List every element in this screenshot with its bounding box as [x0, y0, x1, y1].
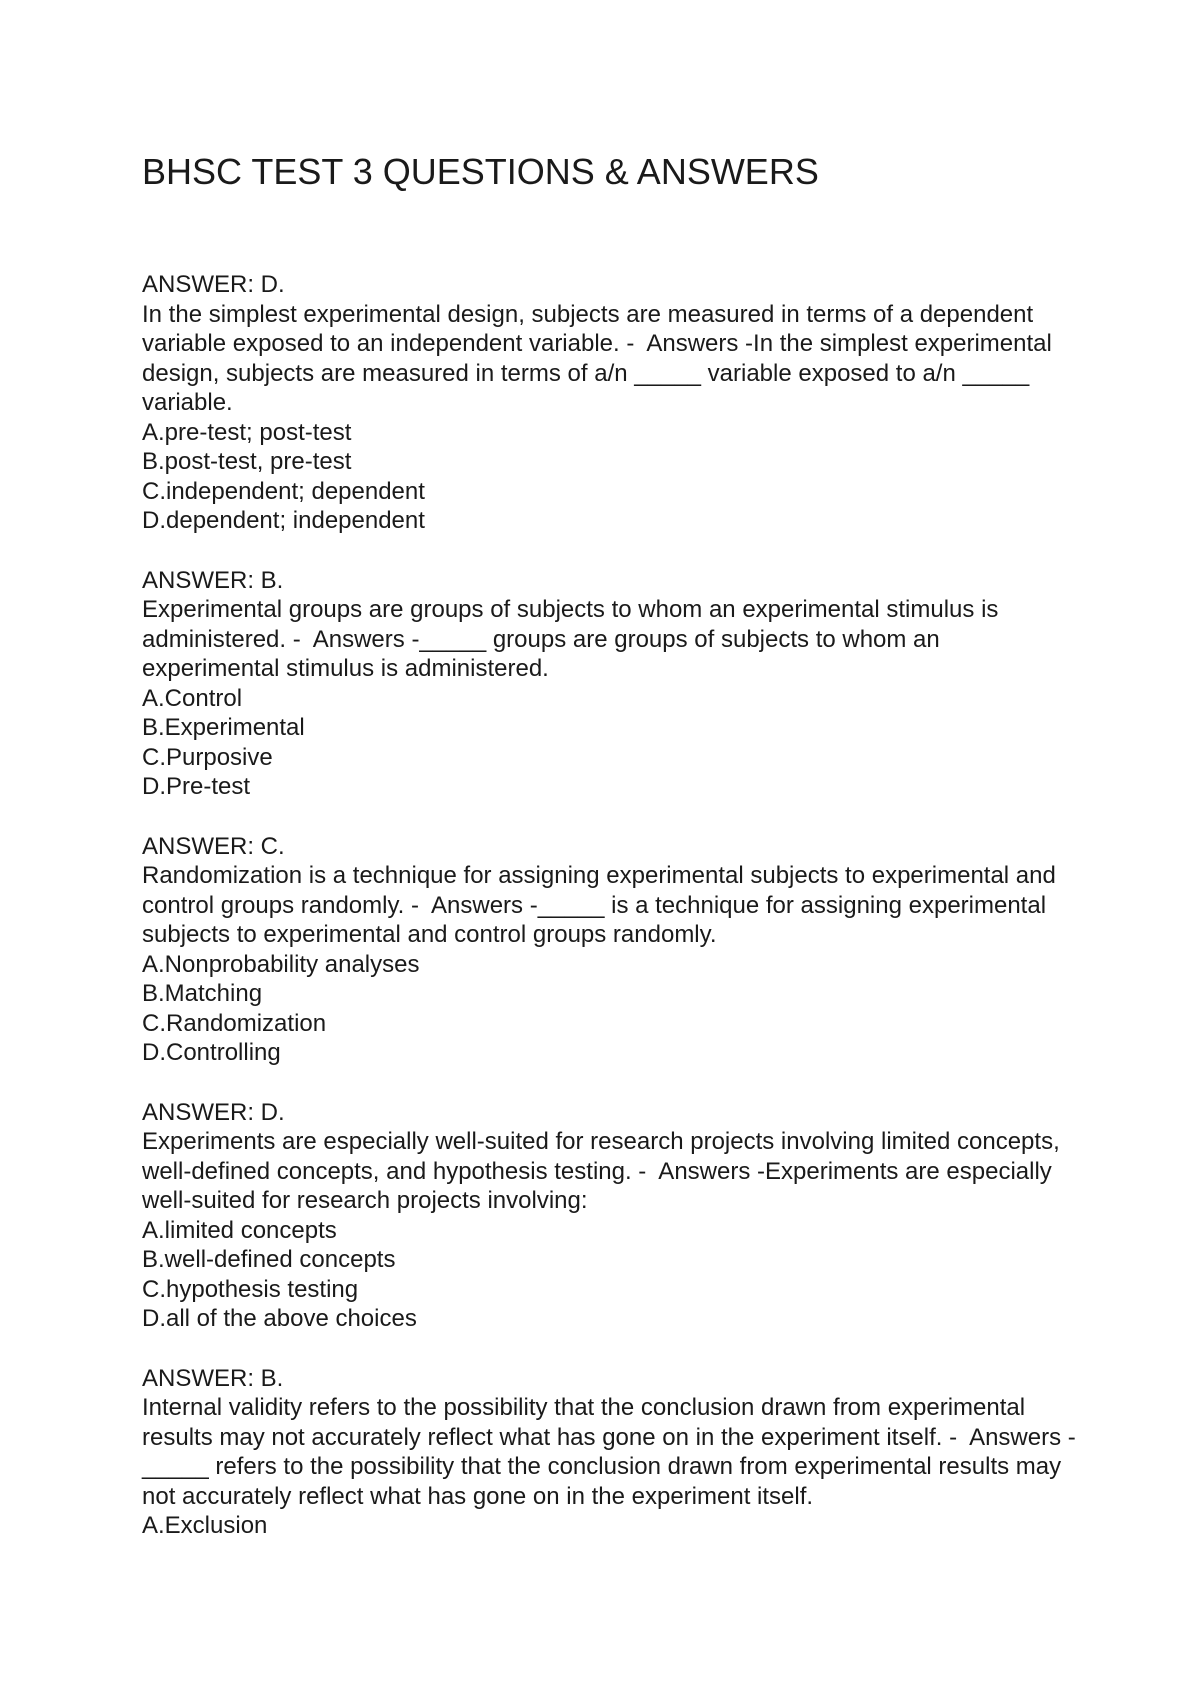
option-a: A.Control: [142, 684, 243, 712]
question-text: Internal validity refers to the possibility that the conclusion drawn from experimental results may not accurately reflect what has gone on in the experiment itself. - Answers - _____ refers to the possibility that the conclusion drawn from experimental results may not accurately reflect what has gone on in the experiment itself.: [142, 1394, 1076, 1510]
qa-block-2: [142, 566, 1100, 802]
option-c: C.independent; dependent: [142, 477, 425, 505]
option-b: B.Matching: [142, 980, 263, 1007]
answer-key: ANSWER: D.: [142, 1098, 285, 1126]
qa-block-1: [142, 270, 1100, 536]
option-d: D.Pre-test: [142, 773, 251, 800]
question-text: Experimental groups are groups of subjects to whom an experimental stimulus is administered. - Answers -_____ groups are groups of subjects to whom an experimental stimulus is administered.: [142, 596, 999, 682]
answer-key: ANSWER: D.: [142, 271, 285, 298]
option-c: C.hypothesis testing: [142, 1275, 359, 1303]
question-text: Randomization is a technique for assigning experimental subjects to experimental and control groups randomly. - Answers -_____ is a technique for assigning experimental subjects to experimental and control groups randomly.: [142, 862, 1056, 948]
qa-block-5: [142, 1364, 1100, 1541]
option-a: A.Nonprobability analyses: [142, 950, 420, 978]
option-c: C.Purposive: [142, 743, 273, 771]
page-title: BHSC TEST 3 QUESTIONS & ANSWERS: [142, 151, 819, 192]
option-c: C.Randomization: [142, 1009, 327, 1037]
option-a: A.limited concepts: [142, 1216, 337, 1244]
qa-block-4: [142, 1098, 1100, 1334]
option-b: B.well-defined concepts: [142, 1246, 396, 1273]
option-d: D.Controlling: [142, 1039, 281, 1066]
qa-block-3: [142, 832, 1100, 1068]
option-a: A.Exclusion: [142, 1512, 268, 1539]
answer-key: ANSWER: B.: [142, 1364, 284, 1392]
option-a: A.pre-test; post-test: [142, 418, 352, 446]
option-b: B.Experimental: [142, 714, 305, 741]
question-text: In the simplest experimental design, subjects are measured in terms of a dependent variable exposed to an independent variable. - Answers -In the simplest experimental design, subjects are measured in terms of a/n _____ variable exposed to a/n _____ variable.: [142, 300, 1052, 416]
question-text: Experiments are especially well-suited for research projects involving limited concepts, well-defined concepts, and hypothesis testing. - Answers -Experiments are especially well-suited for research projects involving:: [142, 1128, 1060, 1214]
answer-key: ANSWER: B.: [142, 566, 284, 594]
option-b: B.post-test, pre-test: [142, 448, 352, 475]
option-d: D.dependent; independent: [142, 507, 425, 534]
option-d: D.all of the above choices: [142, 1305, 417, 1332]
answer-key: ANSWER: C.: [142, 832, 285, 860]
